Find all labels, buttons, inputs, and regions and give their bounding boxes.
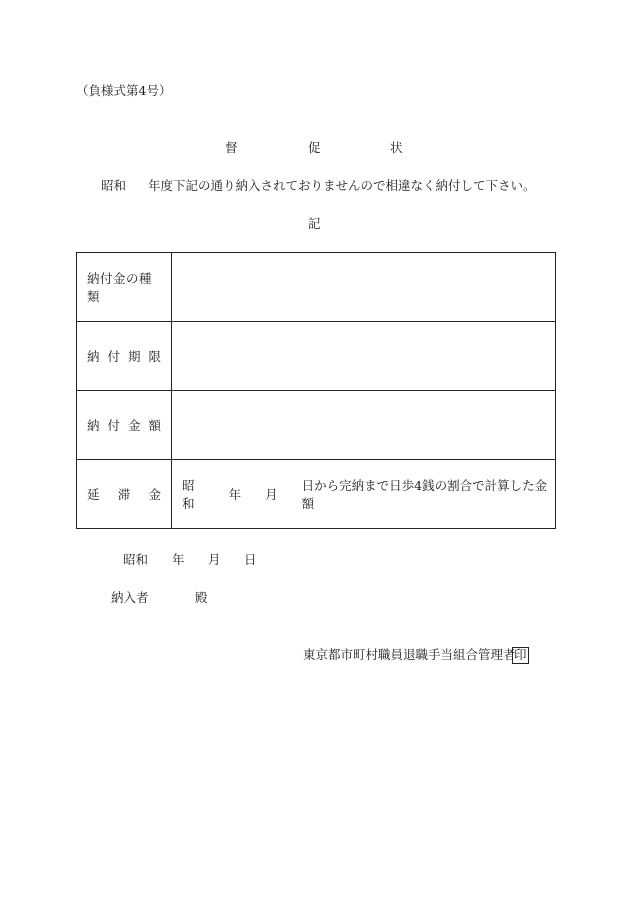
- intro-era: 昭和: [101, 178, 127, 193]
- row-label-delay: 延 滞 金: [77, 460, 172, 529]
- intro-text: 年度下記の通り納入されておりませんので相違なく納付して下さい。: [148, 178, 536, 193]
- row-label-deadline: 納 付 期 限: [77, 322, 172, 391]
- date-era: 昭和: [123, 552, 149, 567]
- table-row: [77, 322, 556, 391]
- seal-mark-wrap: [512, 647, 529, 664]
- date-month: 月: [208, 552, 221, 567]
- table-row: [77, 460, 556, 529]
- ki-mark: 記: [308, 216, 321, 231]
- row-value-deadline: [172, 322, 556, 391]
- title-char-3: 状: [390, 140, 403, 155]
- seal-mark: 印: [514, 647, 527, 662]
- row-value-type: [172, 253, 556, 322]
- form-number: （負様式第4号）: [76, 83, 172, 98]
- row-value-amount: [172, 391, 556, 460]
- issuer-name: 東京都市町村職員退職手当組合管理者: [303, 647, 516, 662]
- row-value-delay: 昭和 年 月 日から完納まで日歩4銭の割合で計算した金額: [172, 460, 556, 529]
- payer-label: 納入者: [111, 590, 149, 605]
- date-year: 年: [172, 552, 185, 567]
- row-label-amount: 納 付 金 額: [77, 391, 172, 460]
- row-label-type: 納付金の種類: [77, 253, 172, 322]
- table-row: [77, 253, 556, 322]
- date-day: 日: [244, 552, 257, 567]
- payment-table: [76, 252, 556, 529]
- payer-honorific: 殿: [195, 590, 208, 605]
- title-char-2: 促: [308, 140, 321, 155]
- title-char-1: 督: [225, 140, 238, 155]
- table-row: [77, 391, 556, 460]
